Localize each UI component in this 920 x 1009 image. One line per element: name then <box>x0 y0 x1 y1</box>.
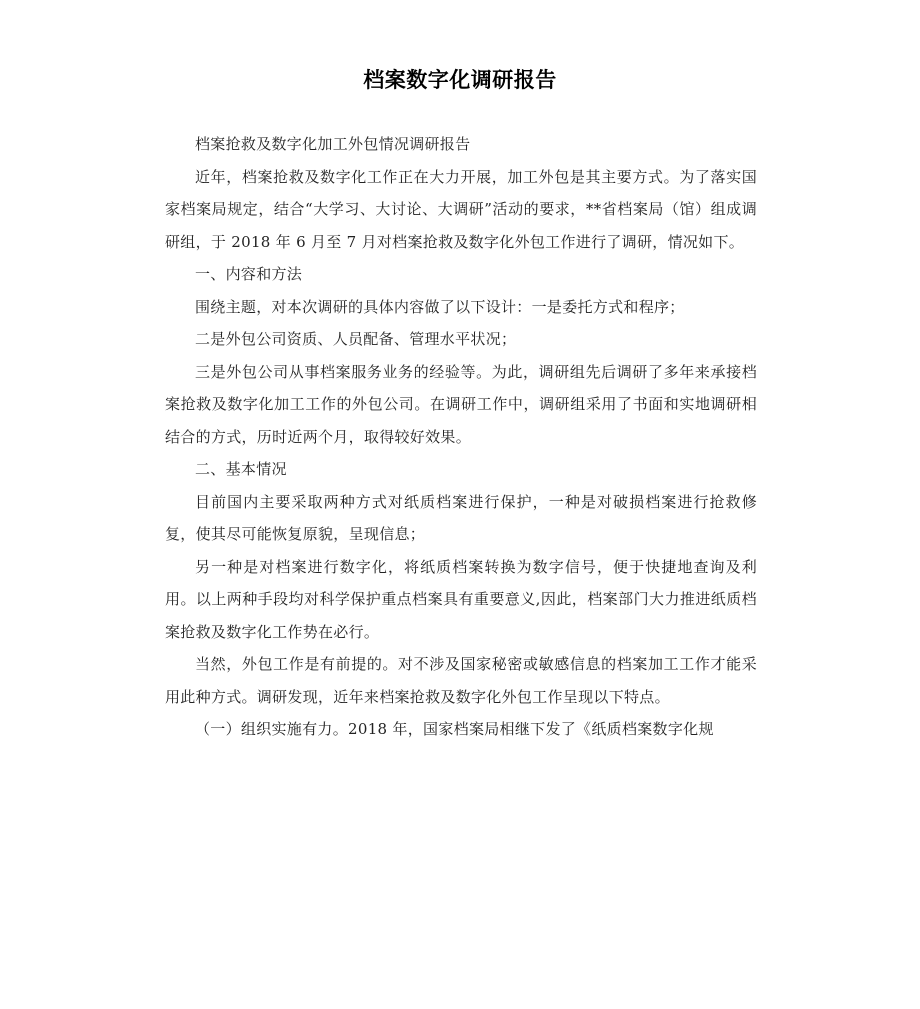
body-paragraph: 三是外包公司从事档案服务业务的经验等。为此，调研组先后调研了多年来承接档案抢救及数字化加工工作的外包公司。在调研工作中，调研组采用了书面和实地调研相结合的方式，历时近两个月，取得较好效果。 <box>165 362 757 446</box>
section-heading-basic-situation: 二、基本情况 <box>195 460 287 478</box>
body-paragraph: 二是外包公司资质、人员配备、管理水平状况； <box>195 330 517 348</box>
document-body <box>165 128 757 746</box>
body-paragraph: 另一种是对档案进行数字化，将纸质档案转换为数字信号，便于快捷地查询及利用。以上两种手段均对科学保护重点档案具有重要意义,因此，档案部门大力推进纸质档案抢救及数字化工作势在必行。 <box>165 557 757 641</box>
body-paragraph: 目前国内主要采取两种方式对纸质档案进行保护，一种是对破损档案进行抢救修复，使其尽可能恢复原貌，呈现信息； <box>165 492 757 543</box>
document-title: 档案数字化调研报告 <box>363 68 557 92</box>
intro-paragraph: 近年，档案抢救及数字化工作正在大力开展，加工外包是其主要方式。为了落实国家档案局规定，结合“大学习、大讨论、大调研”活动的要求，**省档案局（馆）组成调研组，于 2018 年 6 月至 7 月对档案抢救及数字化外包工作进行了调研，情况如下。 <box>165 167 757 251</box>
body-paragraph: 围绕主题，对本次调研的具体内容做了以下设计：一是委托方式和程序； <box>195 297 685 316</box>
subtitle-paragraph: 档案抢救及数字化加工外包情况调研报告 <box>195 135 471 153</box>
section-heading-content-methods: 一、内容和方法 <box>195 265 303 283</box>
body-paragraph: （一）组织实施有力。2018 年，国家档案局相继下发了《纸质档案数字化规 <box>195 720 714 738</box>
body-paragraph: 当然，外包工作是有前提的。对不涉及国家秘密或敏感信息的档案加工工作才能采用此种方式。调研发现，近年来档案抢救及数字化外包工作呈现以下特点。 <box>165 655 757 706</box>
